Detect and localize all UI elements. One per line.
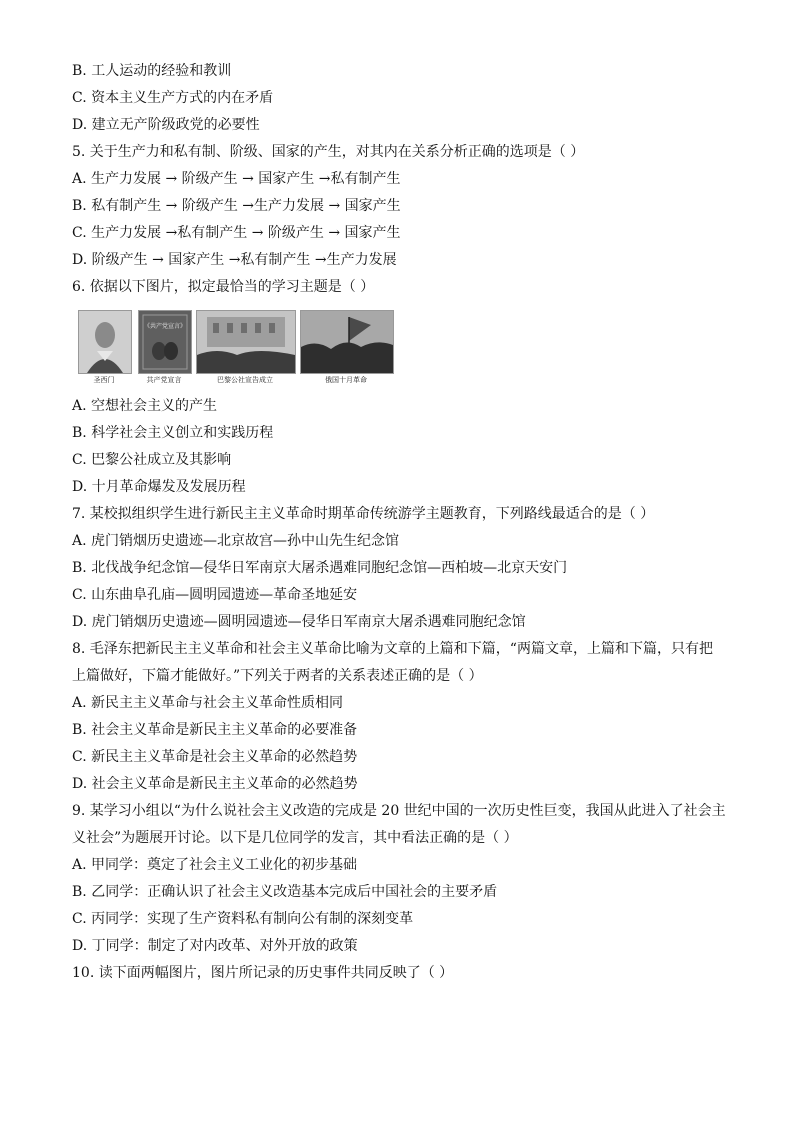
text-line: B. 私有制产生 → 阶级产生 →生产力发展 → 国家产生: [72, 198, 401, 214]
text-line: D. 十月革命爆发及发展历程: [72, 479, 246, 495]
book-cover-image: [138, 310, 192, 374]
text-line: A. 甲同学：奠定了社会主义工业化的初步基础: [72, 857, 358, 873]
text-line: 义社会”为题展开讨论。以下是几位同学的发言，其中看法正确的是（ ）: [72, 830, 518, 846]
figure-caption: 圣西门: [93, 376, 115, 384]
text-line: D. 阶级产生 → 国家产生 →私有制产生 →生产力发展: [72, 252, 397, 268]
text-line: 8. 毛泽东把新民主主义革命和社会主义革命比喻为文章的上篇和下篇，“两篇文章，上篇和下篇，只有把: [72, 641, 713, 657]
text-line: B. 社会主义革命是新民主主义革命的必要准备: [72, 722, 358, 738]
figure-caption: 巴黎公社宣告成立: [217, 376, 273, 384]
text-line: C. 丙同学：实现了生产资料私有制向公有制的深刻变革: [72, 911, 414, 927]
text-line: C. 巴黎公社成立及其影响: [72, 452, 232, 468]
text-line: B. 工人运动的经验和教训: [72, 63, 232, 79]
portrait-image: [78, 310, 132, 374]
text-line: D. 丁同学：制定了对内改革、对外开放的政策: [72, 938, 358, 954]
text-line: A. 新民主主义革命与社会主义革命性质相同: [72, 695, 344, 711]
text-line: C. 资本主义生产方式的内在矛盾: [72, 90, 274, 106]
text-line: B. 科学社会主义创立和实践历程: [72, 425, 274, 441]
text-line: 5. 关于生产力和私有制、阶级、国家的产生，对其内在关系分析正确的选项是（ ）: [72, 144, 585, 160]
text-line: C. 生产力发展 →私有制产生 → 阶级产生 → 国家产生: [72, 225, 401, 241]
text-line: D. 虎门销烟历史遗迹—圆明园遗迹—侵华日军南京大屠杀遇难同胞纪念馆: [72, 614, 526, 630]
paris-commune-image: [196, 310, 296, 374]
text-line: A. 空想社会主义的产生: [72, 398, 218, 414]
figure-caption: 共产党宣言: [146, 376, 182, 384]
text-line: B. 乙同学：正确认识了社会主义改造基本完成后中国社会的主要矛盾: [72, 884, 498, 900]
text-line: D. 建立无产阶级政党的必要性: [72, 117, 260, 133]
text-line: 上篇做好，下篇才能做好。”下列关于两者的关系表述正确的是（ ）: [72, 668, 483, 684]
text-line: A. 虎门销烟历史遗迹—北京故宫—孙中山先生纪念馆: [72, 533, 400, 549]
text-line: C. 山东曲阜孔庙—圆明园遗迹—革命圣地延安: [72, 587, 358, 603]
text-line: 6. 依据以下图片，拟定最恰当的学习主题是（ ）: [72, 279, 375, 295]
text-line: 7. 某校拟组织学生进行新民主主义革命时期革命传统游学主题教育，下列路线最适合的是（ ）: [72, 506, 655, 522]
text-line: A. 生产力发展 → 阶级产生 → 国家产生 →私有制产生: [72, 171, 401, 187]
text-line: 10. 读下面两幅图片，图片所记录的历史事件共同反映了（ ）: [72, 965, 454, 981]
text-line: D. 社会主义革命是新民主主义革命的必然趋势: [72, 776, 358, 792]
figure-caption: 俄国十月革命: [325, 376, 367, 384]
text-line: C. 新民主主义革命是社会主义革命的必然趋势: [72, 749, 358, 765]
october-revolution-image: [300, 310, 394, 374]
book-title: 《共产党宣言》: [143, 323, 186, 330]
text-line: B. 北伐战争纪念馆—侵华日军南京大屠杀遇难同胞纪念馆—西柏坡—北京天安门: [72, 560, 568, 576]
text-line: 9. 某学习小组以“为什么说社会主义改造的完成是 20 世纪中国的一次历史性巨变，我国从此进入了社会主: [72, 803, 726, 819]
